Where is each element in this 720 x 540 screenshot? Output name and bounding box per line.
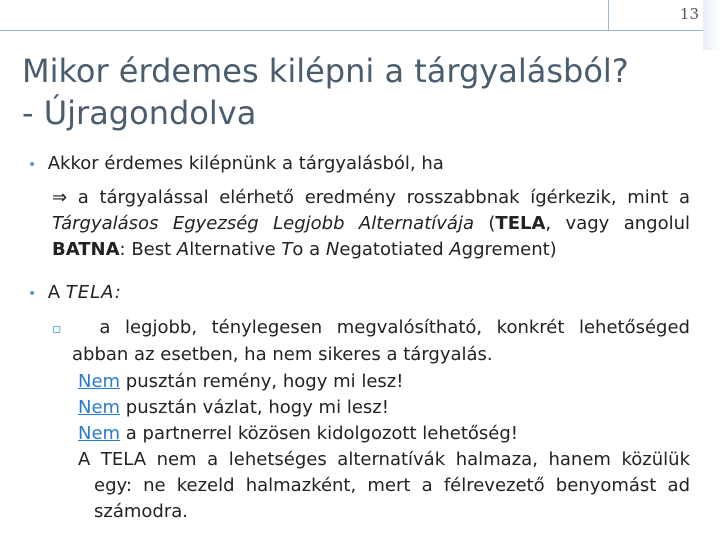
batna-o-a: o a bbox=[292, 239, 326, 260]
item-4-line-3: számodra. bbox=[94, 501, 188, 522]
batna-n: N bbox=[325, 239, 340, 260]
sub-line-2: abban az esetben, ha nem sikeres a tárgyalás. bbox=[72, 344, 493, 365]
batna-a2: A bbox=[449, 239, 462, 260]
detail-line-2-tail: , vagy angolul bbox=[545, 213, 690, 234]
batna-t: T bbox=[281, 239, 293, 260]
batna-egatotiated: egatotiated bbox=[339, 239, 450, 260]
header-rule bbox=[0, 30, 609, 31]
tela-abbr: TELA bbox=[495, 213, 546, 234]
bullet-1-detail bbox=[52, 185, 690, 263]
item-3-nem: Nem bbox=[78, 423, 121, 444]
detail-paren: ( bbox=[473, 213, 496, 234]
item-1-nem: Nem bbox=[78, 371, 121, 392]
tela-full-name: Tárgyalásos Egyezség Legjobb Alternatívája bbox=[52, 213, 474, 234]
bullet-1-text: Akkor érdemes kilépnünk a tárgyalásból, ha bbox=[47, 153, 444, 174]
slide-number: 13 bbox=[679, 5, 699, 23]
bullet-dot: • bbox=[28, 286, 37, 302]
title-line-2: - Újragondolva bbox=[22, 94, 257, 132]
batna-ggrement: ggrement) bbox=[461, 239, 557, 260]
batna-b: : B bbox=[119, 239, 144, 260]
bullet-dot: • bbox=[28, 157, 37, 173]
batna-est: est bbox=[143, 239, 177, 260]
sub-items bbox=[78, 369, 690, 525]
item-2-text: pusztán vázlat, hogy mi lesz! bbox=[120, 397, 389, 418]
bullet-2-label-b: TELA: bbox=[65, 282, 122, 303]
batna-lternative: lternative bbox=[189, 239, 282, 260]
item-1-text: pusztán remény, hogy mi lesz! bbox=[120, 371, 404, 392]
item-3-text: a partnerrel közösen kidolgozott lehetőség! bbox=[120, 423, 518, 444]
item-4-line-1: A TELA nem a lehetséges alternatívák halmaza, hanem közülük bbox=[78, 449, 690, 470]
sub-line-1: a legjobb, ténylegesen megvalósítható, konkrét lehetőséged bbox=[99, 317, 690, 338]
bullet-2-label-a: A bbox=[47, 282, 66, 303]
batna-a: A bbox=[176, 239, 190, 260]
bullet-2 bbox=[28, 280, 122, 307]
batna-abbr: BATNA bbox=[52, 239, 120, 260]
sub-bullet bbox=[52, 315, 690, 368]
sub-bullet-marker: ▫ bbox=[52, 321, 71, 337]
slide-number-box bbox=[608, 0, 706, 31]
detail-line-1: a tárgyalással elérhető eredmény rosszabbnak ígérkezik, mint a bbox=[77, 187, 690, 208]
title-line-1: Mikor érdemes kilépni a tárgyalásból? bbox=[22, 52, 629, 90]
slide-title bbox=[22, 50, 629, 134]
implies-arrow-icon: ⇒ bbox=[52, 187, 68, 208]
slide-number-shadow bbox=[703, 0, 720, 50]
item-4-line-2: egy: ne kezeld halmazként, mert a félrevezető benyomást ad bbox=[94, 475, 690, 496]
bullet-1 bbox=[28, 151, 444, 178]
item-2-nem: Nem bbox=[78, 397, 121, 418]
